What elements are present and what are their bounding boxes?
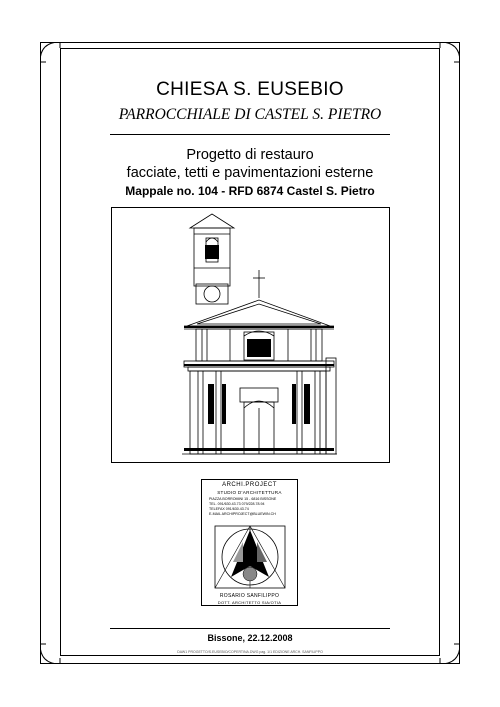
studio-telephone: TEL. 091/630.43.73 079/228.78.94 — [209, 502, 265, 506]
document-subtitle: PARROCCHIALE DI CASTEL S. PIETRO — [118, 106, 382, 123]
corner-ornament — [438, 42, 460, 64]
separator-line — [110, 134, 390, 135]
project-title-line-2: facciate, tetti e pavimentazioni esterne — [126, 165, 374, 181]
document-title: CHIESA S. EUSEBIO — [156, 79, 344, 100]
studio-name: ARCHI.PROJECT — [222, 482, 277, 488]
studio-kind: STUDIO D'ARCHITETTURA — [217, 490, 282, 495]
studio-logo-emblem — [209, 522, 291, 592]
parcel-reference: Mappale no. 104 - RFD 6874 Castel S. Pietro — [125, 184, 375, 198]
studio-address: PIAZZA BORROMINI 15 - 6816 BISSONE — [209, 497, 277, 501]
church-facade-illustration — [112, 208, 389, 462]
studio-stamp — [201, 479, 298, 606]
studio-email: E-MAIL ARCHIPROJECT@BLUEWIN.CH — [209, 512, 276, 516]
church-elevation-drawing — [111, 207, 390, 463]
corner-ornament — [40, 42, 62, 64]
bottom-separator-line — [110, 628, 390, 629]
studio-fax: TELEFAX 091/630.43.74 — [209, 507, 249, 511]
project-title-line-1: Progetto di restauro — [186, 147, 314, 163]
architect-name: ROSARIO SANFILIPPO — [219, 593, 280, 599]
document-date: Bissone, 22.12.2008 — [207, 633, 293, 643]
architect-title: DOTT. ARCHITETTO SIA/OTIA — [217, 600, 282, 605]
footer-reference: DAW1 PROGETTO/S.EUSEBIO/COPERTINA.DWG pag. 1/1 EDIZIONE ARCH. SANFILIPPO — [177, 650, 323, 654]
